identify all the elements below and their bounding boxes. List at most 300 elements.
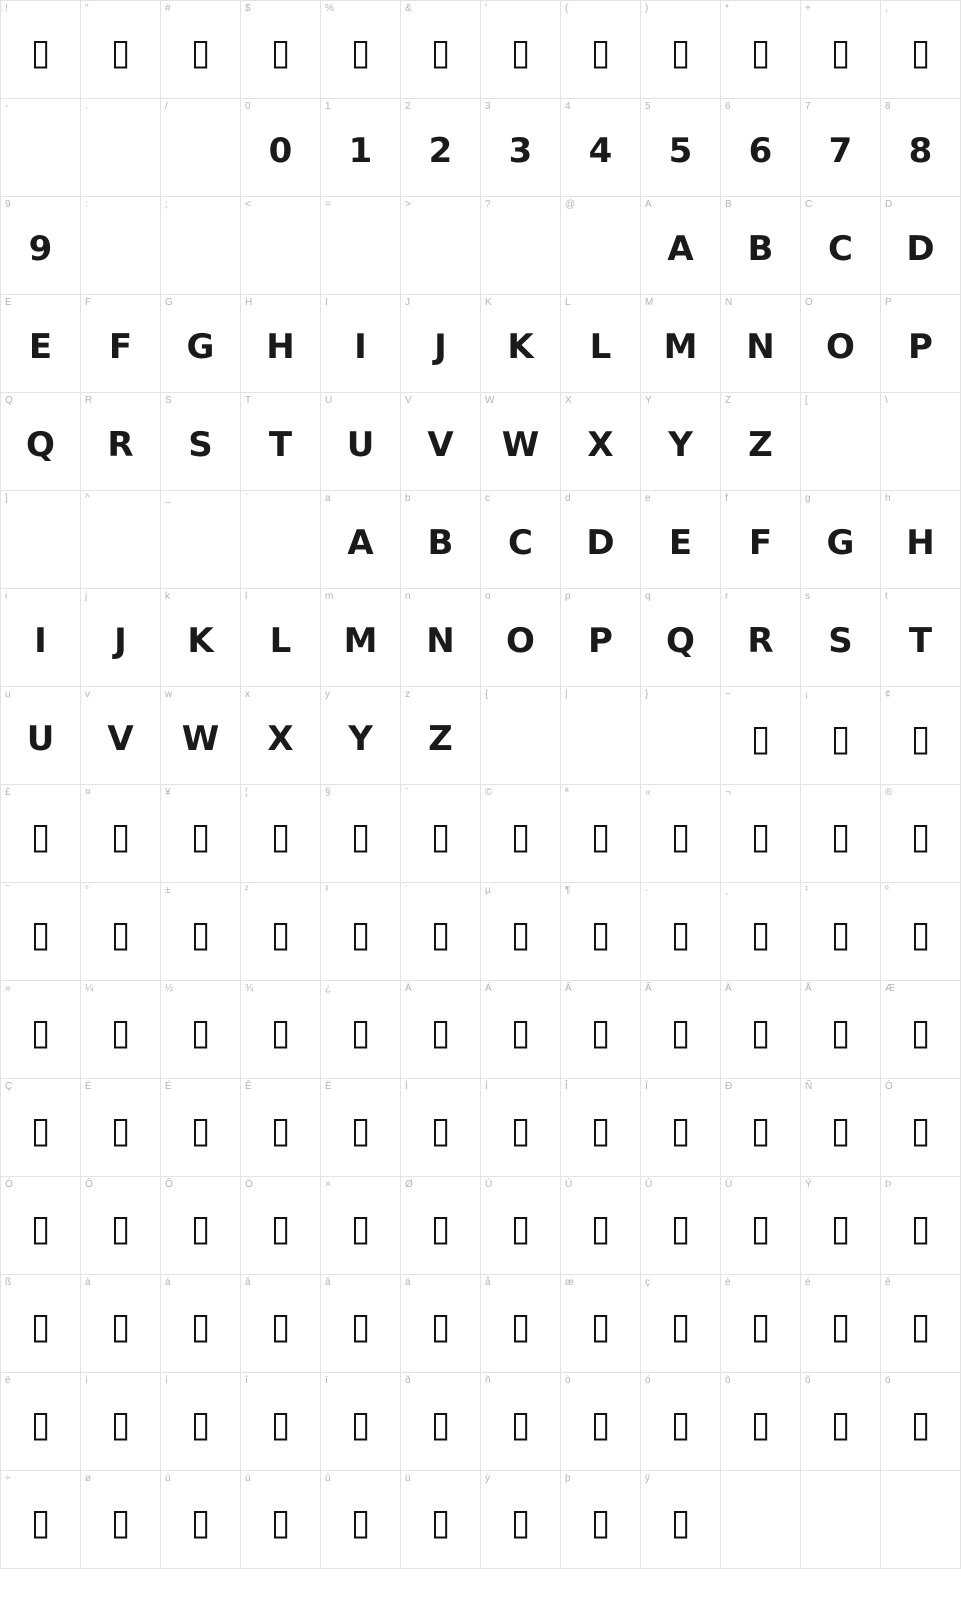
character-cell[interactable] bbox=[1, 491, 81, 589]
character-cell[interactable] bbox=[321, 1275, 401, 1373]
character-cell[interactable] bbox=[321, 295, 401, 393]
character-glyph: H bbox=[266, 326, 295, 367]
character-cell[interactable] bbox=[481, 785, 561, 883]
notdef-box-icon: ▯ bbox=[350, 1403, 371, 1445]
character-cell[interactable] bbox=[881, 785, 961, 883]
character-cell[interactable] bbox=[241, 1373, 321, 1471]
character-cell[interactable] bbox=[81, 785, 161, 883]
character-cell[interactable] bbox=[721, 1373, 801, 1471]
character-cell[interactable] bbox=[881, 589, 961, 687]
character-cell[interactable] bbox=[401, 785, 481, 883]
character-code-label: Ð bbox=[725, 1081, 733, 1092]
character-cell[interactable] bbox=[321, 99, 401, 197]
character-cell[interactable] bbox=[561, 687, 641, 785]
character-cell[interactable] bbox=[241, 295, 321, 393]
character-cell[interactable] bbox=[401, 491, 481, 589]
character-cell[interactable] bbox=[81, 589, 161, 687]
character-cell[interactable] bbox=[241, 1177, 321, 1275]
character-cell[interactable] bbox=[561, 883, 641, 981]
character-cell[interactable] bbox=[641, 785, 721, 883]
character-code-label: 1 bbox=[325, 101, 331, 112]
character-cell[interactable] bbox=[161, 981, 241, 1079]
character-cell[interactable] bbox=[801, 589, 881, 687]
character-cell[interactable] bbox=[241, 687, 321, 785]
character-cell[interactable] bbox=[801, 197, 881, 295]
character-cell[interactable] bbox=[881, 1, 961, 99]
character-cell[interactable] bbox=[641, 883, 721, 981]
character-cell[interactable] bbox=[801, 1, 881, 99]
notdef-box-icon: ▯ bbox=[510, 913, 531, 955]
character-cell[interactable] bbox=[481, 1275, 561, 1373]
character-cell[interactable] bbox=[641, 1, 721, 99]
character-cell[interactable] bbox=[561, 1275, 641, 1373]
character-glyph: D bbox=[586, 522, 615, 563]
character-glyph: V bbox=[107, 718, 134, 759]
character-code-label: ) bbox=[645, 3, 649, 14]
notdef-box-icon: ▯ bbox=[270, 31, 291, 73]
character-cell[interactable] bbox=[1, 687, 81, 785]
character-cell[interactable] bbox=[321, 491, 401, 589]
character-code-label: & bbox=[405, 3, 412, 14]
character-code-label: ÷ bbox=[5, 1473, 11, 1484]
character-cell[interactable] bbox=[561, 491, 641, 589]
notdef-box-icon: ▯ bbox=[910, 1207, 931, 1249]
character-cell[interactable] bbox=[721, 883, 801, 981]
character-cell[interactable] bbox=[81, 197, 161, 295]
character-code-label: Ä bbox=[725, 983, 732, 994]
character-cell[interactable] bbox=[1, 1, 81, 99]
character-glyph: F bbox=[108, 326, 133, 367]
character-cell[interactable] bbox=[321, 1177, 401, 1275]
character-cell[interactable] bbox=[721, 687, 801, 785]
character-glyph: 8 bbox=[908, 130, 933, 171]
character-cell[interactable] bbox=[161, 99, 241, 197]
notdef-box-icon: ▯ bbox=[190, 1403, 211, 1445]
character-cell[interactable] bbox=[481, 393, 561, 491]
character-cell[interactable] bbox=[881, 197, 961, 295]
character-code-label: ð bbox=[405, 1375, 411, 1386]
character-cell[interactable] bbox=[801, 491, 881, 589]
character-cell[interactable] bbox=[641, 1177, 721, 1275]
character-cell[interactable] bbox=[401, 295, 481, 393]
notdef-box-icon: ▯ bbox=[910, 1305, 931, 1347]
character-cell[interactable] bbox=[321, 883, 401, 981]
character-cell[interactable] bbox=[641, 393, 721, 491]
character-code-label bbox=[805, 787, 808, 798]
character-code-label: v bbox=[85, 689, 90, 700]
character-code-label: ¬ bbox=[725, 787, 731, 798]
character-cell[interactable] bbox=[401, 1, 481, 99]
character-code-label: ¦ bbox=[245, 787, 248, 798]
character-cell[interactable] bbox=[561, 785, 641, 883]
character-code-label: Æ bbox=[885, 983, 895, 994]
character-code-label: á bbox=[165, 1277, 171, 1288]
character-cell[interactable] bbox=[721, 1, 801, 99]
character-cell[interactable] bbox=[401, 1079, 481, 1177]
character-cell[interactable] bbox=[81, 687, 161, 785]
character-glyph: L bbox=[269, 620, 292, 661]
character-cell[interactable] bbox=[81, 99, 161, 197]
character-cell[interactable] bbox=[81, 1079, 161, 1177]
character-code-label: ø bbox=[85, 1473, 92, 1484]
character-cell[interactable] bbox=[241, 1079, 321, 1177]
character-cell[interactable] bbox=[881, 1079, 961, 1177]
notdef-box-icon: ▯ bbox=[30, 1011, 51, 1053]
character-cell[interactable] bbox=[721, 99, 801, 197]
character-cell[interactable] bbox=[161, 295, 241, 393]
character-cell[interactable] bbox=[561, 99, 641, 197]
character-cell[interactable] bbox=[881, 99, 961, 197]
character-code-label: z bbox=[405, 689, 410, 700]
character-code-label: Ô bbox=[85, 1179, 93, 1190]
character-code-label: L bbox=[565, 297, 571, 308]
character-cell[interactable] bbox=[481, 1177, 561, 1275]
character-cell[interactable] bbox=[481, 589, 561, 687]
character-cell[interactable] bbox=[81, 981, 161, 1079]
character-cell[interactable] bbox=[1, 197, 81, 295]
character-glyph: G bbox=[186, 326, 215, 367]
character-cell[interactable] bbox=[881, 981, 961, 1079]
character-cell[interactable] bbox=[1, 99, 81, 197]
character-cell[interactable] bbox=[641, 981, 721, 1079]
character-cell[interactable] bbox=[401, 1275, 481, 1373]
character-cell[interactable] bbox=[241, 197, 321, 295]
character-cell[interactable] bbox=[161, 1275, 241, 1373]
character-cell[interactable] bbox=[401, 1177, 481, 1275]
character-cell[interactable] bbox=[81, 393, 161, 491]
character-cell[interactable] bbox=[641, 197, 721, 295]
character-cell[interactable] bbox=[641, 589, 721, 687]
character-cell[interactable] bbox=[401, 687, 481, 785]
character-cell[interactable] bbox=[561, 981, 641, 1079]
character-cell[interactable] bbox=[881, 1275, 961, 1373]
character-code-label: - bbox=[5, 101, 9, 112]
notdef-box-icon: ▯ bbox=[430, 31, 451, 73]
character-cell[interactable] bbox=[561, 393, 641, 491]
character-code-label: V bbox=[405, 395, 412, 406]
character-code-label: j bbox=[85, 591, 88, 602]
character-cell[interactable] bbox=[721, 1471, 801, 1569]
character-code-label: ü bbox=[405, 1473, 411, 1484]
character-code-label: © bbox=[485, 787, 493, 798]
character-cell[interactable] bbox=[161, 687, 241, 785]
character-code-label: Â bbox=[565, 983, 572, 994]
character-cell[interactable] bbox=[1, 393, 81, 491]
character-glyph: 9 bbox=[28, 228, 53, 269]
character-cell[interactable] bbox=[321, 1471, 401, 1569]
character-cell[interactable] bbox=[561, 1177, 641, 1275]
character-code-label: ï bbox=[325, 1375, 328, 1386]
character-code-label: q bbox=[645, 591, 651, 602]
character-cell[interactable] bbox=[641, 1275, 721, 1373]
character-code-label: ¸ bbox=[725, 885, 729, 896]
notdef-box-icon: ▯ bbox=[830, 1207, 851, 1249]
character-cell[interactable] bbox=[641, 491, 721, 589]
character-cell[interactable] bbox=[321, 1, 401, 99]
character-cell[interactable] bbox=[481, 197, 561, 295]
character-code-label: Ë bbox=[325, 1081, 332, 1092]
character-cell[interactable] bbox=[161, 785, 241, 883]
character-cell[interactable] bbox=[641, 1373, 721, 1471]
character-cell[interactable] bbox=[641, 295, 721, 393]
character-cell[interactable] bbox=[721, 589, 801, 687]
character-cell[interactable] bbox=[801, 1177, 881, 1275]
character-code-label: ¹ bbox=[805, 885, 809, 896]
character-cell[interactable] bbox=[1, 295, 81, 393]
character-cell[interactable] bbox=[241, 1275, 321, 1373]
character-cell[interactable] bbox=[81, 1471, 161, 1569]
character-cell[interactable] bbox=[481, 295, 561, 393]
character-cell[interactable] bbox=[721, 785, 801, 883]
character-cell[interactable] bbox=[881, 1471, 961, 1569]
character-code-label: × bbox=[325, 1179, 331, 1190]
character-cell[interactable] bbox=[161, 393, 241, 491]
character-cell[interactable] bbox=[1, 1079, 81, 1177]
character-cell[interactable] bbox=[801, 295, 881, 393]
notdef-box-icon: ▯ bbox=[430, 1403, 451, 1445]
character-code-label: æ bbox=[565, 1277, 574, 1288]
character-code-label: Ö bbox=[245, 1179, 253, 1190]
character-cell[interactable] bbox=[561, 589, 641, 687]
character-code-label: X bbox=[565, 395, 572, 406]
character-cell[interactable] bbox=[481, 99, 561, 197]
character-cell[interactable] bbox=[161, 1471, 241, 1569]
character-cell[interactable] bbox=[561, 1373, 641, 1471]
character-cell[interactable] bbox=[241, 1471, 321, 1569]
character-cell[interactable] bbox=[801, 1275, 881, 1373]
notdef-box-icon: ▯ bbox=[670, 1207, 691, 1249]
character-glyph: K bbox=[507, 326, 534, 367]
character-glyph: S bbox=[188, 424, 213, 465]
character-cell[interactable] bbox=[1, 589, 81, 687]
character-cell[interactable] bbox=[881, 295, 961, 393]
character-cell[interactable] bbox=[401, 883, 481, 981]
character-cell[interactable] bbox=[481, 883, 561, 981]
character-cell[interactable] bbox=[881, 491, 961, 589]
character-cell[interactable] bbox=[81, 883, 161, 981]
character-code-label: \ bbox=[885, 395, 888, 406]
character-cell[interactable] bbox=[1, 785, 81, 883]
character-code-label: , bbox=[885, 3, 888, 14]
character-cell[interactable] bbox=[801, 99, 881, 197]
character-cell[interactable] bbox=[801, 785, 881, 883]
character-cell[interactable] bbox=[801, 687, 881, 785]
notdef-box-icon: ▯ bbox=[750, 1403, 771, 1445]
character-cell[interactable] bbox=[161, 1, 241, 99]
character-cell[interactable] bbox=[561, 295, 641, 393]
character-cell[interactable] bbox=[81, 1373, 161, 1471]
character-code-label: " bbox=[85, 3, 89, 14]
character-cell[interactable] bbox=[321, 785, 401, 883]
character-cell[interactable] bbox=[401, 981, 481, 1079]
character-cell[interactable] bbox=[721, 1275, 801, 1373]
character-cell[interactable] bbox=[481, 981, 561, 1079]
character-code-label: : bbox=[85, 199, 88, 210]
character-cell[interactable] bbox=[881, 393, 961, 491]
character-code-label: » bbox=[5, 983, 11, 994]
character-cell[interactable] bbox=[1, 981, 81, 1079]
character-code-label: 4 bbox=[565, 101, 571, 112]
character-cell[interactable] bbox=[721, 1177, 801, 1275]
notdef-box-icon: ▯ bbox=[190, 1109, 211, 1151]
character-cell[interactable] bbox=[881, 883, 961, 981]
character-cell[interactable] bbox=[321, 981, 401, 1079]
character-cell[interactable] bbox=[561, 1471, 641, 1569]
character-cell[interactable] bbox=[561, 1079, 641, 1177]
character-cell[interactable] bbox=[321, 1079, 401, 1177]
character-code-label: N bbox=[725, 297, 733, 308]
notdef-box-icon: ▯ bbox=[110, 31, 131, 73]
character-glyph: B bbox=[747, 228, 774, 269]
notdef-box-icon: ▯ bbox=[670, 1501, 691, 1543]
notdef-box-icon: ▯ bbox=[510, 1109, 531, 1151]
character-cell[interactable] bbox=[801, 1373, 881, 1471]
character-cell[interactable] bbox=[401, 1373, 481, 1471]
character-code-label: ! bbox=[5, 3, 8, 14]
character-cell[interactable] bbox=[801, 393, 881, 491]
notdef-box-icon: ▯ bbox=[30, 1501, 51, 1543]
character-cell[interactable] bbox=[401, 589, 481, 687]
character-cell[interactable] bbox=[161, 1177, 241, 1275]
character-cell[interactable] bbox=[401, 99, 481, 197]
notdef-box-icon: ▯ bbox=[350, 913, 371, 955]
character-cell[interactable] bbox=[641, 687, 721, 785]
character-cell[interactable] bbox=[321, 589, 401, 687]
character-code-label: K bbox=[485, 297, 492, 308]
character-cell[interactable] bbox=[81, 491, 161, 589]
character-code-label: . bbox=[85, 101, 88, 112]
character-cell[interactable] bbox=[81, 1275, 161, 1373]
character-cell[interactable] bbox=[161, 1373, 241, 1471]
notdef-box-icon: ▯ bbox=[510, 1011, 531, 1053]
character-cell[interactable] bbox=[321, 687, 401, 785]
character-cell[interactable] bbox=[161, 883, 241, 981]
character-cell[interactable] bbox=[641, 99, 721, 197]
character-code-label: @ bbox=[565, 199, 576, 210]
character-cell[interactable] bbox=[401, 393, 481, 491]
character-cell[interactable] bbox=[1, 1177, 81, 1275]
character-cell[interactable] bbox=[321, 393, 401, 491]
character-cell[interactable] bbox=[801, 883, 881, 981]
character-cell[interactable] bbox=[321, 197, 401, 295]
character-cell[interactable] bbox=[481, 1079, 561, 1177]
character-code-label: u bbox=[5, 689, 11, 700]
character-cell[interactable] bbox=[241, 99, 321, 197]
character-code-label: 5 bbox=[645, 101, 651, 112]
character-cell[interactable] bbox=[641, 1471, 721, 1569]
character-cell[interactable] bbox=[401, 1471, 481, 1569]
character-cell[interactable] bbox=[801, 981, 881, 1079]
character-cell[interactable] bbox=[721, 197, 801, 295]
character-cell[interactable] bbox=[161, 1079, 241, 1177]
character-cell[interactable] bbox=[481, 687, 561, 785]
character-cell[interactable] bbox=[241, 785, 321, 883]
character-glyph: W bbox=[501, 424, 540, 465]
character-cell[interactable] bbox=[481, 1373, 561, 1471]
character-code-label: Ê bbox=[245, 1081, 252, 1092]
notdef-box-icon: ▯ bbox=[830, 1109, 851, 1151]
character-code-label: Ü bbox=[725, 1179, 733, 1190]
character-cell[interactable] bbox=[241, 981, 321, 1079]
notdef-box-icon: ▯ bbox=[430, 1305, 451, 1347]
character-cell[interactable] bbox=[801, 1079, 881, 1177]
character-cell[interactable] bbox=[241, 883, 321, 981]
notdef-box-icon: ▯ bbox=[110, 1207, 131, 1249]
character-cell[interactable] bbox=[481, 1471, 561, 1569]
notdef-box-icon: ▯ bbox=[270, 1207, 291, 1249]
character-glyph: L bbox=[589, 326, 612, 367]
character-code-label: k bbox=[165, 591, 170, 602]
character-cell[interactable] bbox=[81, 295, 161, 393]
character-cell[interactable] bbox=[721, 981, 801, 1079]
character-cell[interactable] bbox=[401, 197, 481, 295]
character-cell[interactable] bbox=[801, 1471, 881, 1569]
character-code-label: ? bbox=[485, 199, 491, 210]
character-code-label: è bbox=[725, 1277, 731, 1288]
notdef-box-icon: ▯ bbox=[350, 31, 371, 73]
character-code-label: S bbox=[165, 395, 172, 406]
notdef-box-icon: ▯ bbox=[430, 815, 451, 857]
character-code-label: a bbox=[325, 493, 331, 504]
character-code-label: m bbox=[325, 591, 334, 602]
character-cell[interactable] bbox=[721, 1079, 801, 1177]
character-code-label: e bbox=[645, 493, 651, 504]
notdef-box-icon: ▯ bbox=[670, 913, 691, 955]
character-cell[interactable] bbox=[881, 687, 961, 785]
character-cell[interactable] bbox=[1, 1471, 81, 1569]
character-cell[interactable] bbox=[881, 1177, 961, 1275]
character-code-label: } bbox=[645, 689, 649, 700]
character-glyph: Z bbox=[428, 718, 453, 759]
character-cell[interactable] bbox=[241, 393, 321, 491]
character-cell[interactable] bbox=[321, 1373, 401, 1471]
character-cell[interactable] bbox=[161, 491, 241, 589]
character-cell[interactable] bbox=[241, 589, 321, 687]
character-cell[interactable] bbox=[1, 1373, 81, 1471]
character-code-label: ë bbox=[5, 1375, 11, 1386]
notdef-box-icon: ▯ bbox=[190, 815, 211, 857]
notdef-box-icon: ▯ bbox=[510, 31, 531, 73]
character-cell[interactable] bbox=[641, 1079, 721, 1177]
character-cell[interactable] bbox=[881, 1373, 961, 1471]
character-cell[interactable] bbox=[561, 1, 641, 99]
character-cell[interactable] bbox=[721, 393, 801, 491]
character-cell[interactable] bbox=[561, 197, 641, 295]
character-cell[interactable] bbox=[241, 1, 321, 99]
character-glyph: M bbox=[663, 326, 698, 367]
notdef-box-icon: ▯ bbox=[110, 1109, 131, 1151]
character-cell[interactable] bbox=[161, 197, 241, 295]
character-glyph: R bbox=[107, 424, 134, 465]
character-cell[interactable] bbox=[1, 883, 81, 981]
character-code-label: Õ bbox=[165, 1179, 173, 1190]
character-cell[interactable] bbox=[721, 491, 801, 589]
character-code-label: ç bbox=[645, 1277, 650, 1288]
character-cell[interactable] bbox=[481, 1, 561, 99]
character-cell[interactable] bbox=[161, 589, 241, 687]
character-code-label: I bbox=[325, 297, 328, 308]
character-cell[interactable] bbox=[1, 1275, 81, 1373]
character-code-label: ö bbox=[885, 1375, 891, 1386]
character-code-label: D bbox=[885, 199, 893, 210]
character-code-label: Q bbox=[5, 395, 13, 406]
character-cell[interactable] bbox=[721, 295, 801, 393]
character-cell[interactable] bbox=[241, 491, 321, 589]
character-code-label: È bbox=[85, 1081, 92, 1092]
character-cell[interactable] bbox=[81, 1177, 161, 1275]
character-cell[interactable] bbox=[481, 491, 561, 589]
character-cell[interactable] bbox=[81, 1, 161, 99]
